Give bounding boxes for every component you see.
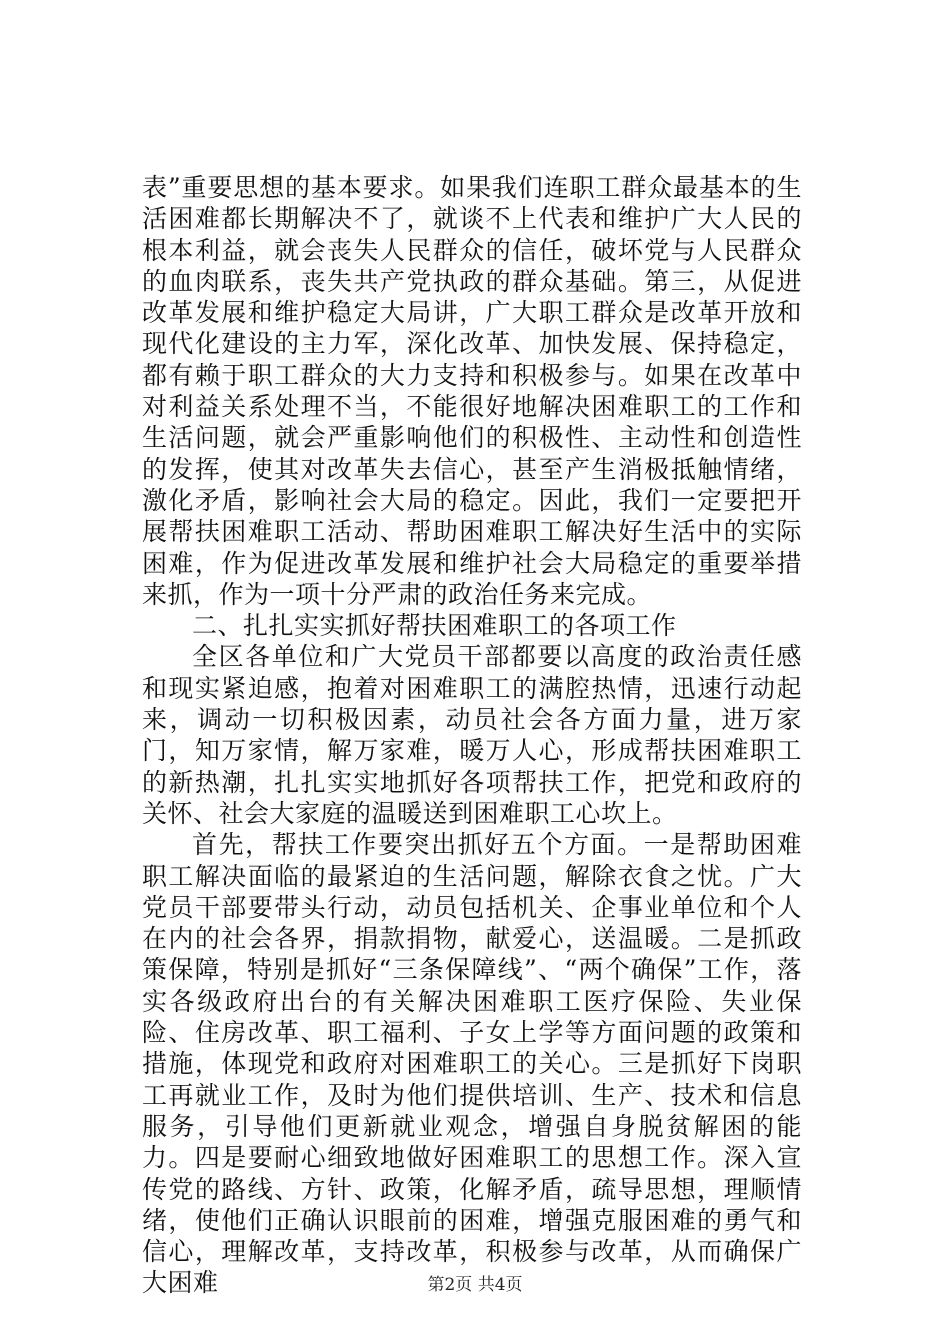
section-heading: 二、扎扎实实抓好帮扶困难职工的各项工作	[192, 611, 677, 641]
paragraph: 首先，帮扶工作要突出抓好五个方面。一是帮助困难职工解决面临的最紧迫的生活问题，解除衣食之忧。广大党员干部要带头行动，动员包括机关、企事业单位和个人在内的社会各界，捐款捐物，献爱心，送温暖。二是抓政策保障，特别是抓好“三条保障线”、“两个确保”工作，落实各级政府出台的有关解决困难职工医疗保险、失业保险、住房改革、职工福利、子女上学等方面问题的政策和措施，体现党和政府对困难职工的关心。三是抓好下岗职工再就业工作，及时为他们提供培训、生产、技术和信息服务，引导他们更新就业观念，增强自身脱贫解困的能力。四是要耐心细致地做好困难职工的思想工作。深入宣传党的路线、方针、政策，化解矛盾，疏导思想，理顺情绪，使他们正确认识眼前的困难，增强克服困难的勇气和信心，理解改革，支持改革，积极参与改革，从而确保广大困难	[142, 830, 802, 1298]
document-body	[142, 172, 802, 1299]
paragraph-continuation: 表”重要思想的基本要求。如果我们连职工群众最基本的生活困难都长期解决不了，就谈不上代表和维护广大人民的根本利益，就会丧失人民群众的信任，破坏党与人民群众的血肉联系，丧失共产党执政的群众基础。第三，从促进改革发展和维护稳定大局讲，广大职工群众是改革开放和现代化建设的主力军，深化改革、加快发展、保持稳定，都有赖于职工群众的大力支持和积极参与。如果在改革中对利益关系处理不当，不能很好地解决困难职工的工作和生活问题，就会严重影响他们的积极性、主动性和创造性的发挥，使其对改革失去信心，甚至产生消极抵触情绪，激化矛盾，影响社会大局的稳定。因此，我们一定要把开展帮扶困难职工活动、帮助困难职工解决好生活中的实际困难，作为促进改革发展和维护社会大局稳定的重要举措来抓，作为一项十分严肃的政治任务来完成。	[142, 173, 802, 609]
paragraph: 全区各单位和广大党员干部都要以高度的政治责任感和现实紧迫感，抱着对困难职工的满腔热情，迅速行动起来，调动一切积极因素，动员社会各方面力量，进万家门，知万家情，解万家难，暖万人心，形成帮扶困难职工的新热潮，扎扎实实地抓好各项帮扶工作，把党和政府的关怀、社会大家庭的温暖送到困难职工心坎上。	[142, 642, 802, 828]
page-number-footer: 第2页 共4页	[427, 1275, 523, 1295]
